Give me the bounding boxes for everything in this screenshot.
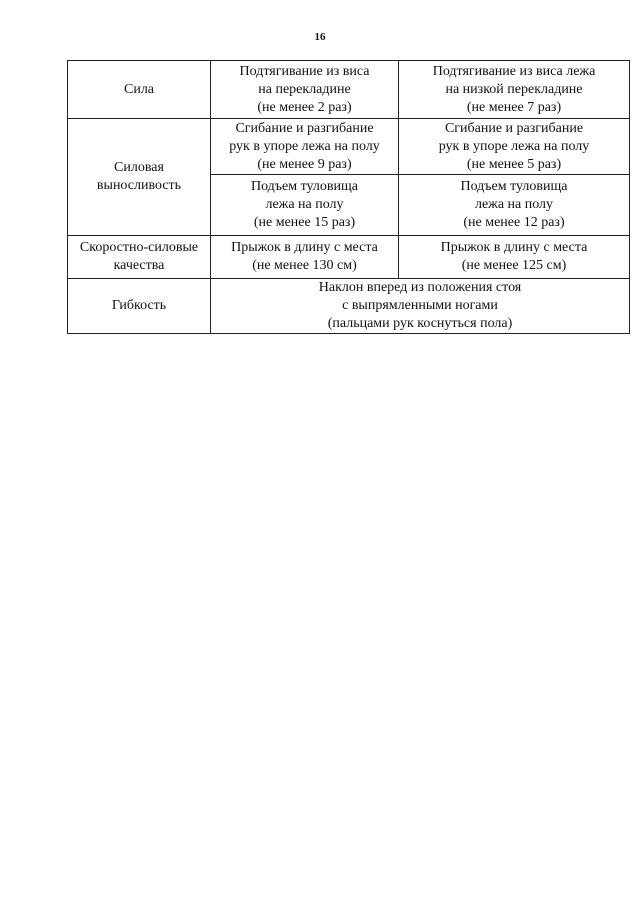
quality-cell-flexibility (68, 279, 211, 334)
page-number: 16 (314, 31, 326, 43)
cell-text-line: выносливость (96, 178, 182, 193)
table-row (68, 236, 630, 279)
cell-text-line: (не менее 15 раз) (253, 215, 356, 230)
cell-text-line: Сила (123, 81, 155, 97)
cell-text-line: Подтягивание из виса (239, 63, 370, 79)
quality-cell-speed-strength (68, 236, 211, 279)
cell-text-line: (не менее 5 раз) (466, 156, 562, 172)
cell-text-line: Подъем туловища (460, 179, 568, 194)
cell-text-line: Сгибание и разгибание (235, 120, 374, 136)
test-cell-common (211, 279, 630, 334)
cell-text-line: (не менее 9 раз) (257, 156, 352, 172)
cell-text-line: Силовая (114, 160, 164, 175)
test-cell (211, 61, 399, 119)
cell-text-line: рук в упоре лежа на полу (438, 138, 590, 154)
cell-text-line: Подтягивание из виса лежа (432, 63, 596, 79)
cell-text-line: Гибкость (111, 298, 167, 313)
table-row (68, 279, 630, 334)
test-cell (211, 236, 399, 279)
cell-text-line: Сгибание и разгибание (444, 120, 584, 136)
cell-text-line: Наклон вперед из положения стоя (318, 280, 522, 295)
cell-text-line: (не менее 7 раз) (466, 99, 562, 115)
table-row (68, 61, 630, 119)
test-cell (399, 61, 630, 119)
cell-text-line: лежа на полу (474, 197, 554, 212)
test-cell (399, 175, 630, 236)
cell-text-line: Прыжок в длину с места (440, 240, 588, 255)
cell-text-line: с выпрямленными ногами (342, 298, 498, 313)
table-row (68, 119, 630, 175)
cell-text-line: (не менее 125 см) (461, 258, 567, 273)
cell-text-line: качества (113, 258, 165, 273)
cell-text-line: (пальцами рук коснуться пола) (327, 316, 513, 331)
cell-text-line: (не менее 130 см) (252, 258, 357, 273)
cell-text-line: (не менее 2 раз) (257, 99, 352, 115)
cell-text-line: Подъем туловища (250, 179, 359, 194)
standards-table (67, 60, 630, 334)
test-cell (399, 119, 630, 175)
test-cell (211, 175, 399, 236)
test-cell (399, 236, 630, 279)
cell-text-line: на перекладине (258, 81, 351, 97)
cell-text-line: на низкой перекладине (445, 81, 583, 97)
quality-cell-endurance (68, 119, 211, 236)
cell-text-line: Прыжок в длину с места (231, 240, 378, 255)
cell-text-line: лежа на полу (265, 197, 344, 212)
test-cell (211, 119, 399, 175)
cell-text-line: (не менее 12 раз) (463, 215, 565, 230)
cell-text-line: рук в упоре лежа на полу (229, 138, 380, 154)
quality-cell-strength (68, 61, 211, 119)
cell-text-line: Скоростно-силовые (79, 240, 199, 255)
